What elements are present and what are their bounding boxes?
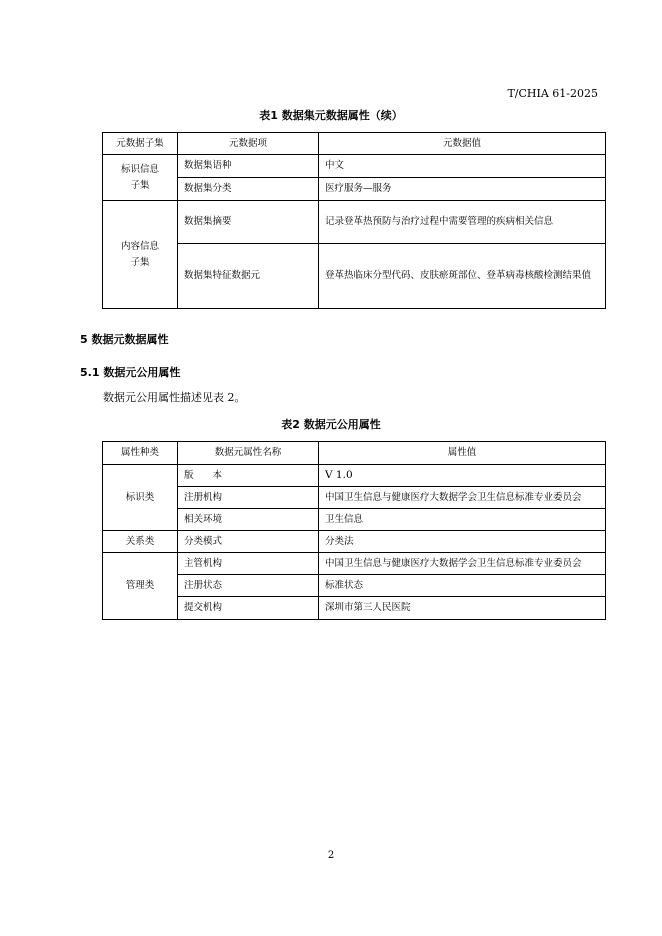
paragraph: 数据元公用属性描述见表 2。 [103,391,246,404]
table-row [103,244,606,309]
table-row [103,575,606,597]
value-cell: 登革热临床分型代码、皮肤瘀斑部位、登革病毒核酸检测结果值 [319,244,606,309]
item-cell: 相关环境 [178,509,319,531]
item-cell: 数据集分类 [178,178,319,201]
value-cell: 中国卫生信息与健康医疗大数据学会卫生信息标准专业委员会 [319,553,606,575]
group-name-cell: 关系类 [103,531,178,553]
group-name-cell: 标识类 [103,465,178,531]
value-cell: 中国卫生信息与健康医疗大数据学会卫生信息标准专业委员会 [319,487,606,509]
item-cell: 版 本 [178,465,319,487]
item-cell: 分类模式 [178,531,319,553]
table-row [103,531,606,553]
table-row [103,597,606,620]
value-cell: 记录登革热预防与治疗过程中需要管理的疾病相关信息 [319,201,606,244]
page-number: 2 [327,850,335,861]
table1-header-cell: 元数据项 [178,133,319,155]
value-cell: 深圳市第三人民医院 [319,597,606,620]
table-row [103,465,606,487]
value-cell: 分类法 [319,531,606,553]
item-cell: 数据集语种 [178,155,319,178]
table2 [102,441,606,620]
item-cell: 数据集特征数据元 [178,244,319,309]
table-row [103,178,606,201]
table1-header-cell: 元数据子集 [103,133,178,155]
table1-header-row [103,133,606,155]
subsection-heading: 5.1 数据元公用属性 [80,366,181,379]
item-cell: 注册状态 [178,575,319,597]
item-cell: 主管机构 [178,553,319,575]
item-cell: 数据集摘要 [178,201,319,244]
table1-header-cell: 元数据值 [319,133,606,155]
item-cell: 提交机构 [178,597,319,620]
group-name-cell: 管理类 [103,553,178,620]
table1 [102,132,606,309]
table2-header-cell: 属性种类 [103,442,178,465]
table-row [103,155,606,178]
standard-number: T/CHIA 61-2025 [507,87,598,100]
table-row [103,201,606,244]
table-row [103,487,606,509]
group-name-cell: 标识信息 子集 [103,155,178,201]
table-row [103,509,606,531]
group-name-cell: 内容信息 子集 [103,201,178,309]
table2-caption: 表2 数据元公用属性 [281,418,381,431]
table2-header-row [103,442,606,465]
item-cell: 注册机构 [178,487,319,509]
value-cell: V 1.0 [319,465,606,487]
table2-header-cell: 数据元属性名称 [178,442,319,465]
value-cell: 医疗服务—服务 [319,178,606,201]
table2-header-cell: 属性值 [319,442,606,465]
value-cell: 卫生信息 [319,509,606,531]
table1-caption: 表1 数据集元数据属性（续） [259,109,403,122]
value-cell: 标准状态 [319,575,606,597]
value-cell: 中文 [319,155,606,178]
table-row [103,553,606,575]
section-heading: 5 数据元数据属性 [80,333,169,346]
